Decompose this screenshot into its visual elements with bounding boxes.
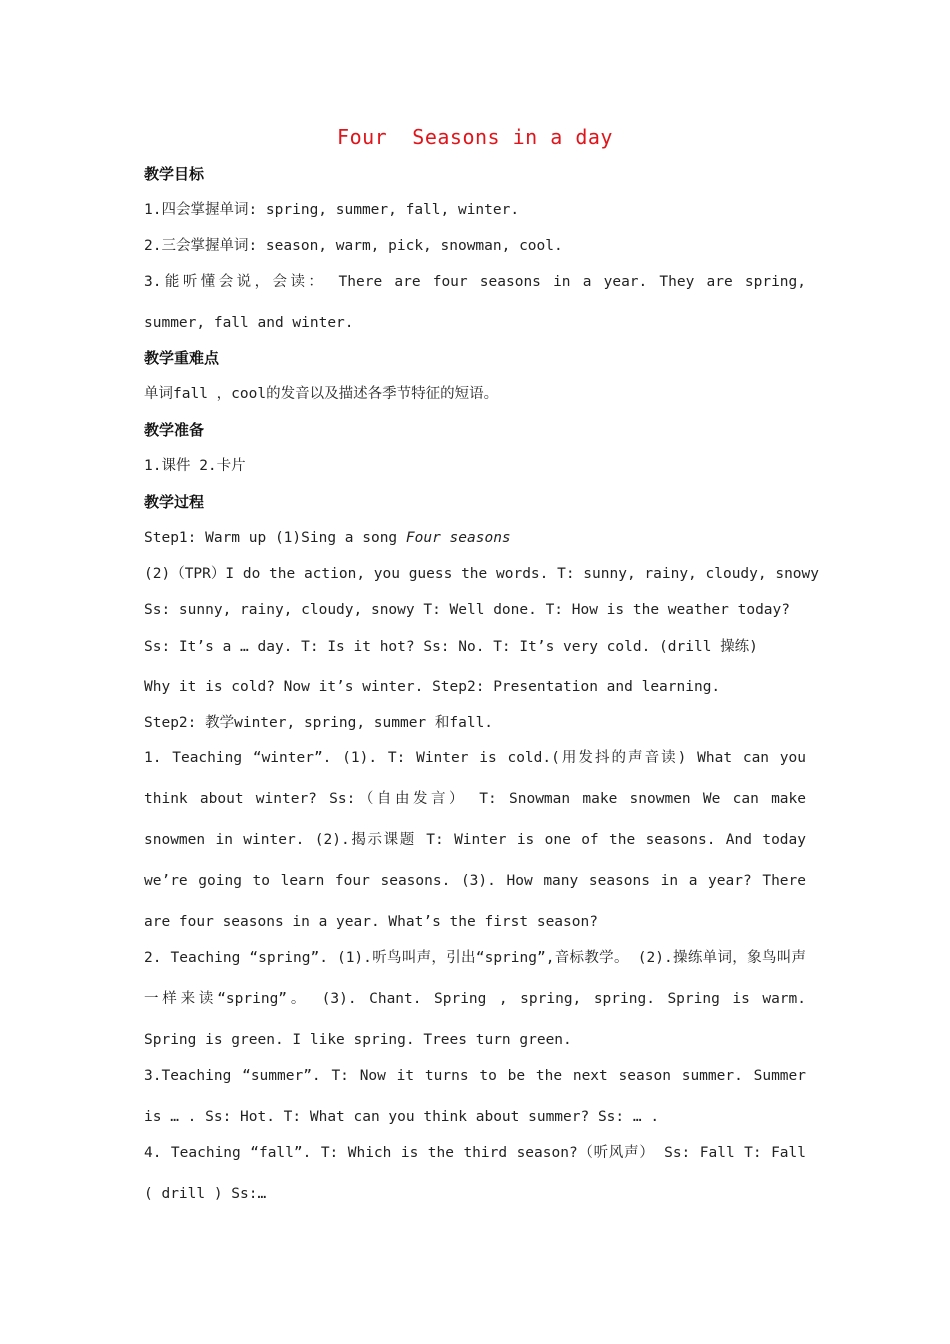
process-line-5: Step2: 教学winter, spring, summer 和fall. [144,715,494,731]
objective-item-3: 3.能听懂会说，会读： There are four seasons in a year. They are spring, summer, fall and winter. [144,274,806,331]
process-line-3: Ss: It’s a … day. T: Is it hot? Ss: No. T: It’s very cold. (drill 操练) [144,639,758,655]
song-title: Four seasons [405,530,511,546]
objective-item-2: 2.三会掌握单词: season, warm, pick, snowman, cool. [144,238,563,254]
teaching-winter-paragraph: 1. Teaching “winter”. (1). T: Winter is cold.(用发抖的声音读) What can you think about winter? Ss:（自由发言） T: Snowman make snowmen We can make snowmen in winter. (2).揭示课题 T: Winter is one of the seasons. And today we’re going to learn four seasons. (3). How many seasons in a year? There are four seasons in a year. What’s the first season? [144,750,806,930]
step1-text: Step1: Warm up (1)Sing a song [144,530,406,546]
process-line-4: Why it is cold? Now it’s winter. Step2: Presentation and learning. [144,679,721,695]
objective-item-1: 1.四会掌握单词: spring, summer, fall, winter. [144,202,520,218]
process-line-2: Ss: sunny, rainy, cloudy, snowy T: Well done. T: How is the weather today? [144,602,791,618]
process-step1 [144,520,806,556]
teaching-summer-paragraph: 3.Teaching “summer”. T: Now it turns to be the next season summer. Summer is … . Ss: Hot. T: What can you think about summer? Ss: … . [144,1068,806,1125]
teaching-spring-paragraph: 2. Teaching “spring”. (1).听鸟叫声，引出“spring”,音标教学。 (2).操练单词，象鸟叫声一样来读“spring”。 (3). Chant. Spring , spring, spring. Spring is warm. Spring is green. I like spring. Trees turn green. [144,950,806,1048]
teaching-fall-paragraph: 4. Teaching “fall”. T: Which is the third season?（听风声） Ss: Fall T: Fall ( drill ) Ss:… [144,1145,806,1202]
section-heading-objectives: 教学目标 [144,165,205,183]
document-title: Four Seasons in a day [337,125,613,149]
document-page [144,120,820,1215]
key-points-text: 单词fall ，cool的发音以及描述各季节特征的短语。 [144,386,499,402]
section-heading-preparation: 教学准备 [144,421,205,439]
preparation-text: 1.课件 2.卡片 [144,458,246,474]
section-heading-process: 教学过程 [144,493,205,511]
process-line-1: (2)（TPR）I do the action, you guess the words. T: sunny, rainy, cloudy, snowy [144,566,820,582]
section-heading-key-points: 教学重难点 [144,349,220,367]
